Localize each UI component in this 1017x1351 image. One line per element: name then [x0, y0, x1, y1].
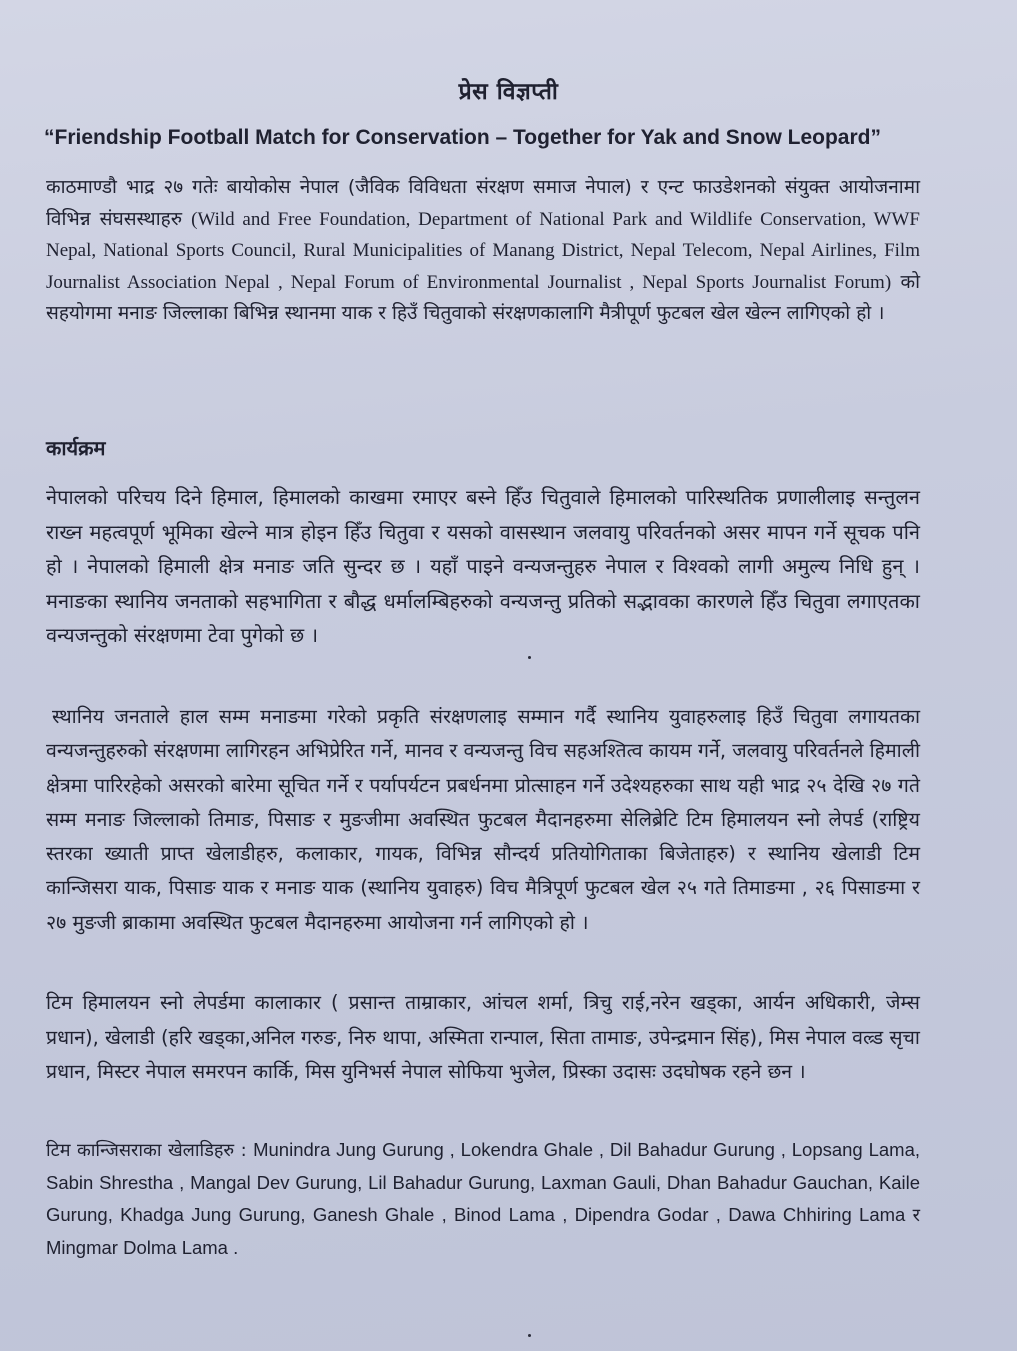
players-joiner: र: [912, 1205, 920, 1226]
players-lead: टिम कान्जिसराका खेलाडिहरु :: [46, 1140, 254, 1161]
intro-organizations: (Wild and Free Foundation, Department of National Park and Wildlife Conservation, WWF Nepal, National Sports Council, Rural Municipalities of Manang District, Nepal Telecom, Nepal Airlines, Film Journalist Association Nepal , Nepal Forum of Environmental Journalist , Nepal Sports Journalist Forum): [46, 208, 920, 293]
paper-speck: [528, 1334, 531, 1337]
paper-speck: [528, 656, 531, 659]
intro-nepali-start: काठमाण्डौ भाद्र २७ गतेः बायोकोस नेपाल (जैविक विविधता संरक्षण समाज नेपाल) र एन्ट फाउडेशनको संयुक्त आयोजनामा विभिन्न संघसस्थाहरु: [46, 176, 920, 230]
paragraph-1: नेपालको परिचय दिने हिमाल, हिमालको काखमा रमाएर बस्ने हिँउ चितुवाले हिमालको पारिस्थतिक प्रणालीलाइ सन्तुलन राख्न महत्वपूर्ण भूमिका खेल्ने मात्र होइन हिँउ चितुवा र यसको वासस्थान जलवायु परिवर्तनको असर मापन गर्ने सूचक पनि हो । नेपालको हिमाली क्षेत्र मनाङ जति सुन्दर छ । यहाँ पाइने वन्यजन्तुहरु नेपाल र विश्वको लागी अमुल्य निधि हुन् । मनाङका स्थानिय जनताको सहभागिता र बौद्ध धर्मालम्बिहरुको वन्यजन्तु प्रतिको सद्भावका कारणले हिँउ चितुवा लगाएतका वन्यजन्तुको संरक्षणमा टेवा पुगेको छ ।: [46, 485, 920, 647]
paragraph-2: स्थानिय जनताले हाल सम्म मनाङमा गरेको प्रकृति संरक्षणलाइ सम्मान गर्दै स्थानिय युवाहरुलाइ हिउँ चितुवा लगायतका वन्यजन्तुहरुको संरक्षणमा लागिरहन अभिप्रेरित गर्ने, मानव र वन्यजन्तु विच सहअश्तित्व कायम गर्ने, जलवायु परिवर्तनले हिमाली क्षेत्रमा पारिरहेको असरको बारेमा सूचित गर्ने र पर्यापर्यटन प्रबर्धनमा प्रोत्साहन गर्ने उदेश्यहरुका साथ यही भाद्र २५ देखि २७ गते सम्म मनाङ जिल्लाको तिमाङ, पिसाङ र मुङजीमा अवस्थित फुटबल मैदानहरुमा सेलिब्रेटि टिम हिमालयन स्नो लेपर्ड (राष्ट्रिय स्तरका ख्याती प्राप्त खेलाडीहरु, कलाकार, गायक, विभिन्न सौन्दर्य प्रतियोगिताका बिजेताहरु) र स्थानिय खेलाडी टिम कान्जिसरा याक, पिसाङ याक र मनाङ याक (स्थानिय युवाहरु) विच मैत्रिपूर्ण फुटबल खेल २५ गते तिमाङमा , २६ पिसाङमा र २७ मुङजी ब्राकामा अवस्थित फुटबल मैदानहरुमा आयोजना गर्न लागिएको हो ।: [46, 705, 921, 934]
players-list: Munindra Jung Gurung , Lokendra Ghale , Dil Bahadur Gurung , Lopsang Lama, Sabin Shrestha , Mangal Dev Gurung, Lil Bahadur Gurung, Laxman Gauli, Dhan Bahadur Gauchan, Kaile Gurung, Khadga Jung Gurung, Ganesh Ghale , Binod Lama , Dipendra Godar , Dawa Chhiring Lama: [46, 1139, 921, 1225]
intro-paragraph: [46, 172, 920, 330]
program-heading: कार्यक्रम: [46, 436, 106, 460]
paragraph-4-players: [46, 1134, 920, 1264]
document-title: प्रेस विज्ञप्ती: [458, 79, 559, 105]
event-subtitle: “Friendship Football Match for Conservation – Together for Yak and Snow Leopard”: [44, 126, 881, 149]
paragraph-3: टिम हिमालयन स्नो लेपर्डमा कालाकार ( प्रसान्त ताम्राकार, आंचल शर्मा, त्रिचु राई,नरेन खड्का, आर्यन अधिकारी, जेम्स प्रधान), खेलाडी (हरि खड्का,अनिल गरुङ, निरु थापा, अस्मिता रान्पाल, सिता तामाङ, उपेन्द्रमान सिंह), मिस नेपाल वल्र्ड सृचा प्रधान, मिस्टर नेपाल समरपन कार्कि, मिस युनिभर्स नेपाल सोफिया भुजेल, प्रिस्का उदासः उदघोषक रहने छन ।: [46, 991, 920, 1083]
intro-nepali-end: को सहयोगमा मनाङ जिल्लाका बिभिन्न स्थानमा याक र हिउँ चितुवाको संरक्षणकालागि मैत्रीपूर्ण फुटबल खेल खेल्न लागिएको हो ।: [46, 270, 920, 324]
players-last: Mingmar Dolma Lama .: [46, 1236, 239, 1258]
